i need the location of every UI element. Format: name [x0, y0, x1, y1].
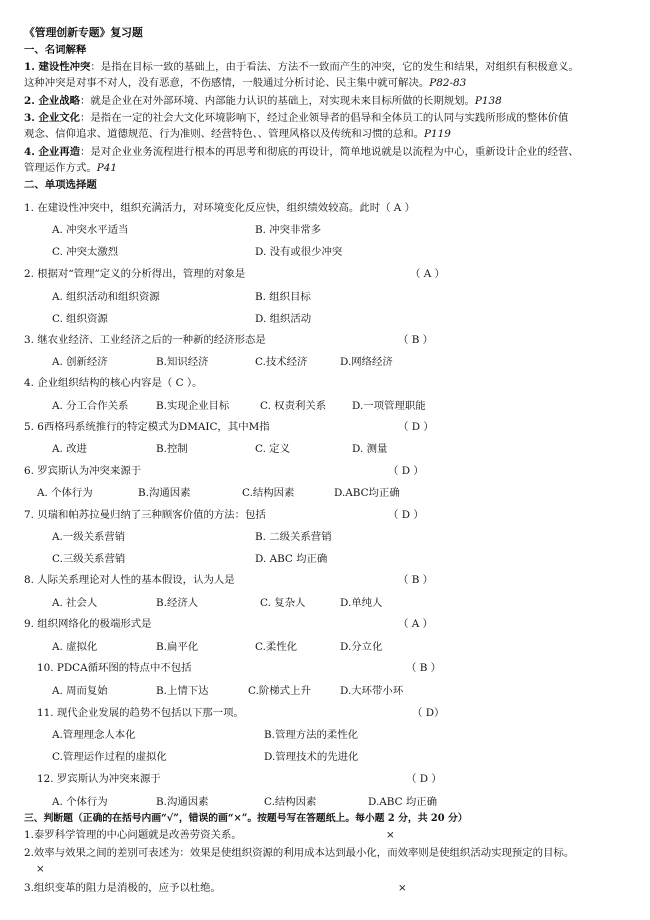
option-c: C. 权责利关系 — [260, 400, 327, 412]
option-d: D.单纯人 — [340, 597, 383, 609]
judgement-item — [24, 845, 636, 877]
option-b: B.沟通因素 — [138, 487, 191, 499]
option-b: B. 组织目标 — [255, 291, 311, 303]
answer-key: （ D ） — [398, 421, 434, 433]
option-a: A.管理理念人本化 — [52, 729, 136, 741]
judgement-item: 3.组织变革的阻力是消极的，应予以杜绝。 — [24, 882, 221, 894]
question-stem: 5. 6西格玛系统推行的特定模式为DMAIC，其中M指 — [24, 421, 270, 433]
judgement-mark: × — [36, 863, 45, 875]
option-b: B.实现企业目标 — [156, 400, 230, 412]
answer-key: （ D ） — [388, 509, 424, 521]
term-definition: ：是指在目标一致的基础上，由于看法、方法不一致而产生的冲突，它的发生和结果，对组织有积极意义。 — [90, 61, 579, 73]
option-c: C.技术经济 — [255, 356, 308, 368]
option-a: A.一级关系营销 — [52, 531, 126, 543]
question-stem: 2. 根据对“管理”定义的分析得出，管理的对象是 — [24, 268, 246, 280]
option-c: C.柔性化 — [255, 641, 298, 653]
option-a: A. 组织活动和组织资源 — [52, 291, 160, 303]
option-c: C.结构因素 — [264, 796, 317, 808]
option-d: D.大环带小环 — [340, 685, 404, 697]
term-item-continued — [24, 127, 451, 141]
option-b: B.控制 — [156, 443, 188, 455]
question-stem: 7. 贝瑞和帕苏拉曼归纳了三种顾客价值的方法：包括 — [24, 509, 266, 521]
section-heading-judgement: 三、判断题（正确的在括号内画“√”，错误的画“×”。按题号写在答题纸上。每小题 2 分，共 20 分） — [24, 813, 468, 824]
term-definition-cont: 这种冲突是对事不对人，没有恶意，不伤感情，一般通过分析讨论、民主集中就可解决。 — [24, 77, 430, 89]
option-b: B.扁平化 — [156, 641, 199, 653]
answer-key: （ A ） — [398, 618, 433, 630]
question-stem: 4. 企业组织结构的核心内容是（ C ）。 — [24, 377, 203, 389]
answer-key: （ B ） — [398, 574, 434, 586]
judgement-item-text: 2.效率与效果之间的差别可表述为：效果是使组织资源的利用成本达到最小化，而效率则是使组织活动实现预定的目标。 — [24, 847, 575, 859]
option-d: D.一项管理职能 — [352, 400, 426, 412]
option-a: A. 冲突水平适当 — [52, 224, 129, 236]
term-label: 4. 企业再造 — [24, 146, 81, 158]
option-b: B. 二级关系营销 — [255, 531, 332, 543]
term-item-continued — [24, 161, 117, 175]
answer-key: （ D ） — [388, 465, 424, 477]
question-stem: 1. 在建设性冲突中，组织充满活力，对环境变化反应快，组织绩效较高。此时（ A ） — [24, 202, 415, 214]
option-a: A. 周而复始 — [52, 685, 108, 697]
page-ref: P82-83 — [429, 77, 467, 89]
option-b: B. 冲突非常多 — [255, 224, 322, 236]
answer-key: （ D ） — [406, 773, 442, 785]
option-a: A. 个体行为 — [37, 487, 93, 499]
option-c: C.阶梯式上升 — [248, 685, 311, 697]
page-ref: P41 — [96, 162, 117, 174]
term-item — [24, 111, 568, 125]
option-b: B.沟通因素 — [156, 796, 209, 808]
option-a: A. 分工合作关系 — [52, 400, 129, 412]
option-a: A. 改进 — [52, 443, 87, 455]
term-definition: ：是指在一定的社会大文化环境影响下，经过企业领导者的倡导和全体员工的认同与实践所形成的整体价值 — [80, 112, 569, 124]
option-d: D.ABC均正确 — [334, 487, 400, 499]
option-c: C. 复杂人 — [260, 597, 306, 609]
answer-key: （ B ） — [398, 334, 434, 346]
option-d: D.ABC 均正确 — [368, 796, 438, 808]
term-definition: ：是对企业业务流程进行根本的再思考和彻底的再设计，简单地说就是以流程为中心，重新设计企业的经营、 — [80, 146, 579, 158]
page-ref: P119 — [424, 128, 451, 140]
option-d: D. 没有或很少冲突 — [255, 246, 343, 258]
answer-key: （ A ） — [410, 268, 445, 280]
option-a: A. 创新经济 — [52, 356, 108, 368]
term-definition: ：就是企业在对外部环境、内部能力认识的基础上，对实现未来目标所做的长期规划。 — [80, 95, 475, 107]
term-definition-cont: 管理运作方式。 — [24, 162, 97, 174]
option-d: D. 组织活动 — [255, 313, 312, 325]
judgement-mark: × — [398, 882, 407, 894]
question-stem: 11. 现代企业发展的趋势不包括以下那一项。 — [37, 707, 244, 719]
term-definition-cont: 观念、信仰追求、道德规范、行为准则、经营特色、、管理风格以及传统和习惯的总和。 — [24, 128, 425, 140]
term-label: 2. 企业战略 — [24, 95, 81, 107]
section-heading-choice: 二、单项选择题 — [24, 179, 97, 191]
answer-key: （ D） — [412, 707, 445, 719]
term-item — [24, 145, 579, 159]
option-c: C.管理运作过程的虚拟化 — [52, 751, 167, 763]
question-stem: 10. PDCA循环图的特点中不包括 — [37, 662, 192, 674]
option-a: A. 社会人 — [52, 597, 98, 609]
question-stem: 6. 罗宾斯认为冲突来源于 — [24, 465, 142, 477]
judgement-item: 1.泰罗科学管理的中心问题就是改善劳资关系。 — [24, 829, 242, 841]
option-a: A. 虚拟化 — [52, 641, 98, 653]
question-stem: 8. 人际关系理论对人性的基本假设，认为人是 — [24, 574, 235, 586]
section-heading-terms: 一、名词解释 — [24, 44, 87, 56]
answer-key: （ B ） — [406, 662, 442, 674]
question-stem: 3. 继农业经济、工业经济之后的一种新的经济形态是 — [24, 334, 266, 346]
question-stem: 12. 罗宾斯认为冲突来源于 — [37, 773, 161, 785]
option-d: D.分立化 — [340, 641, 383, 653]
term-label: 1. 建设性冲突 — [24, 61, 91, 73]
option-b: B.知识经济 — [156, 356, 209, 368]
term-item — [24, 94, 502, 108]
term-item-continued — [24, 76, 466, 90]
term-item — [24, 60, 579, 74]
judgement-mark: × — [386, 829, 395, 841]
option-c: C. 定义 — [255, 443, 290, 455]
option-a: A. 个体行为 — [52, 796, 108, 808]
option-c: C. 冲突太激烈 — [52, 246, 119, 258]
option-c: C.结构因素 — [242, 487, 295, 499]
question-stem: 9. 组织网络化的极端形式是 — [24, 618, 152, 630]
page-ref: P138 — [474, 95, 502, 107]
option-d: D. 测量 — [352, 443, 388, 455]
option-b: B.管理方法的柔性化 — [264, 729, 359, 741]
option-c: C.三级关系营销 — [52, 553, 126, 565]
option-d: D. ABC 均正确 — [255, 553, 328, 565]
option-d: D.网络经济 — [340, 356, 393, 368]
option-c: C. 组织资源 — [52, 313, 108, 325]
document-title: 《管理创新专题》复习题 — [24, 26, 143, 39]
option-b: B.经济人 — [156, 597, 199, 609]
option-d: D.管理技术的先进化 — [264, 751, 359, 763]
term-label: 3. 企业文化 — [24, 112, 81, 124]
option-b: B.上情下达 — [156, 685, 209, 697]
